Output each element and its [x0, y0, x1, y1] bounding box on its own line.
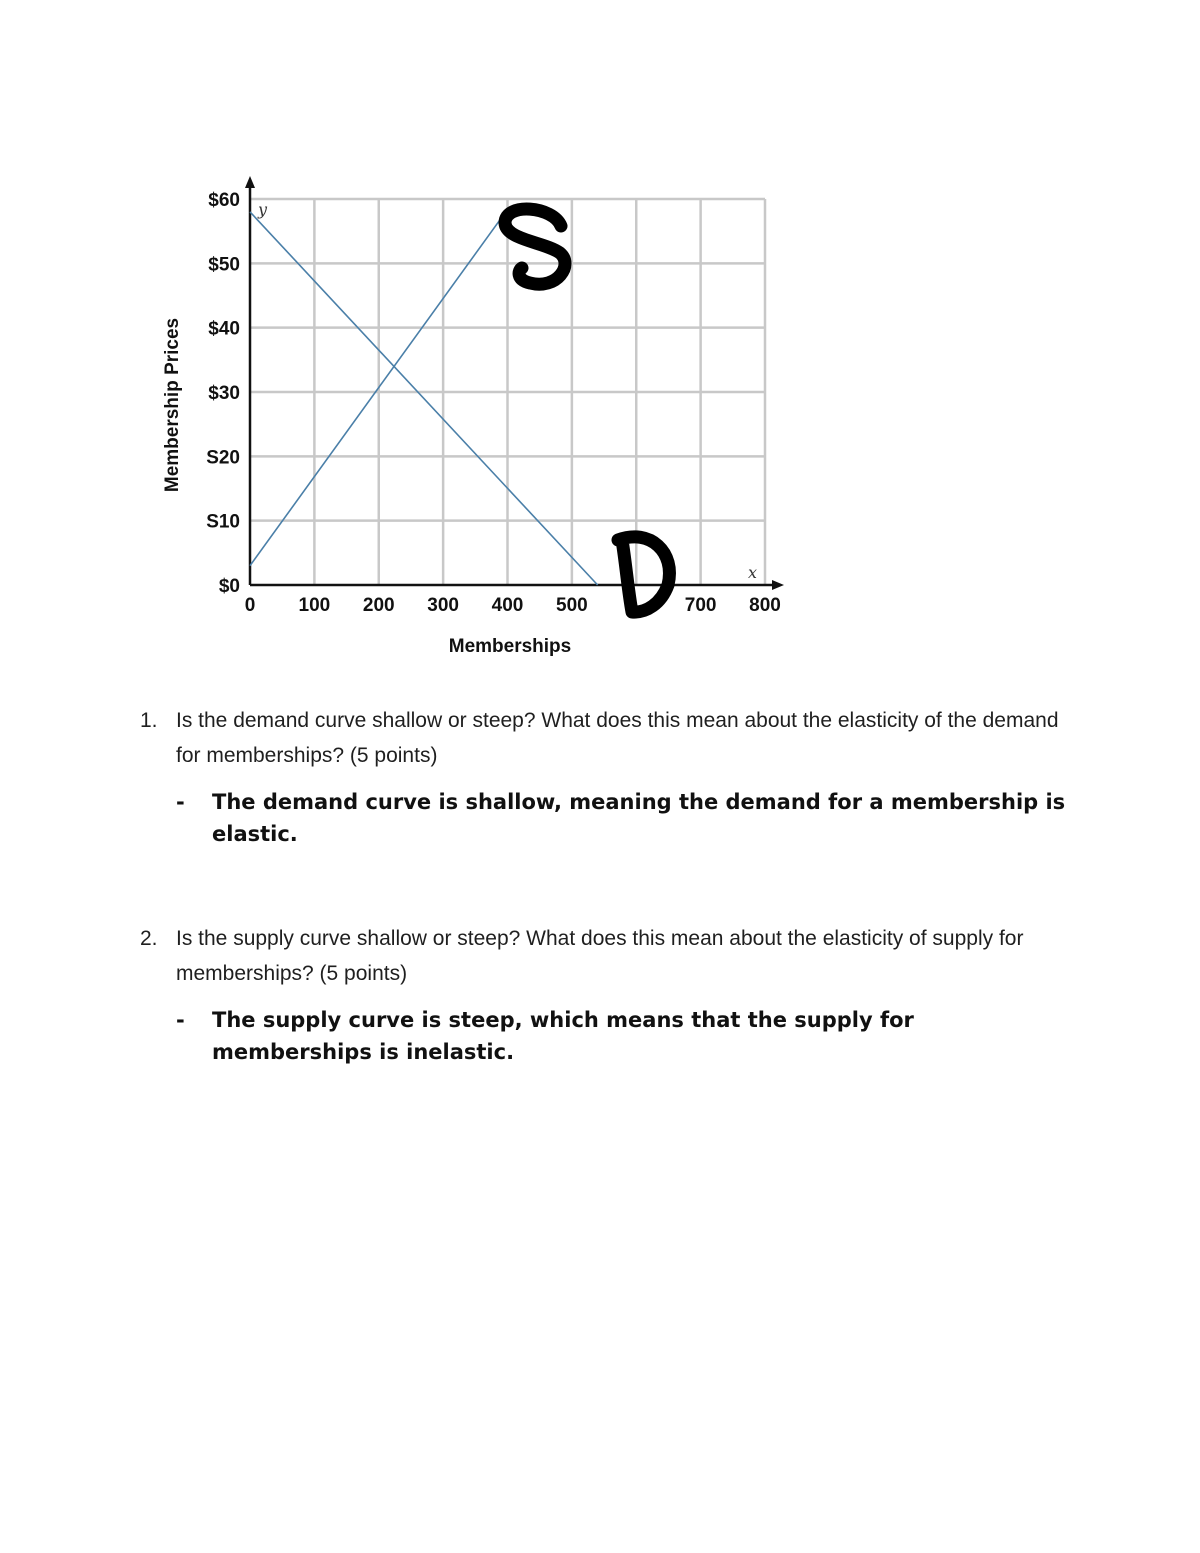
- y-tick-label: $50: [208, 254, 240, 276]
- answer-bullet: -: [176, 790, 185, 814]
- x-axis-letter: x: [748, 563, 758, 582]
- question-text: Is the supply curve shallow or steep? What does this mean about the elasticity of supply for memberships? (5 points): [176, 927, 1024, 985]
- question-2: [140, 921, 1070, 991]
- answer-bullet: -: [176, 1008, 185, 1032]
- y-tick-label: $60: [208, 190, 240, 211]
- x-tick-label: 300: [427, 595, 459, 616]
- x-tick-label: 200: [362, 595, 395, 616]
- y-axis-arrow: [245, 176, 255, 188]
- y-tick-label: $0: [218, 576, 240, 597]
- y-tick-label: $30: [208, 383, 240, 404]
- supply-handwritten-label: [505, 209, 565, 284]
- y-tick-label: S20: [206, 447, 240, 469]
- question-number: 1.: [140, 709, 158, 732]
- demand-handwritten-label: [618, 537, 669, 612]
- y-axis-title: Membership Prices: [162, 317, 183, 493]
- y-tick-label: S10: [206, 511, 240, 533]
- question-number: 2.: [140, 927, 158, 950]
- answer-1: [140, 786, 1070, 850]
- question-text: Is the demand curve shallow or steep? What does this mean about the elasticity of the demand for memberships? (5 points): [176, 709, 1059, 767]
- y-axis-letter: y: [258, 200, 268, 219]
- x-axis-title: Memberships: [448, 636, 572, 657]
- answer-2: [140, 1004, 1070, 1068]
- x-tick-label: 0: [244, 595, 256, 616]
- supply-demand-chart: [0, 0, 1200, 690]
- x-tick-label: 700: [684, 595, 717, 616]
- x-axis-arrow: [772, 580, 784, 590]
- chart-grid: [250, 199, 765, 585]
- x-tick-label: 400: [491, 595, 524, 616]
- question-list: [140, 703, 1070, 1068]
- y-tick-label: $40: [208, 318, 240, 340]
- x-tick-label: 800: [749, 595, 781, 616]
- question-1: [140, 703, 1070, 773]
- chart-tick-labels: [206, 190, 781, 616]
- answer-text: The supply curve is steep, which means that the supply for memberships is inelastic.: [212, 1008, 914, 1064]
- demand-curve: [250, 212, 598, 585]
- answer-text: The demand curve is shallow, meaning the demand for a membership is elastic.: [212, 790, 1066, 846]
- x-tick-label: 100: [298, 595, 331, 616]
- x-tick-label: 500: [556, 595, 588, 616]
- chart-series: [250, 212, 598, 585]
